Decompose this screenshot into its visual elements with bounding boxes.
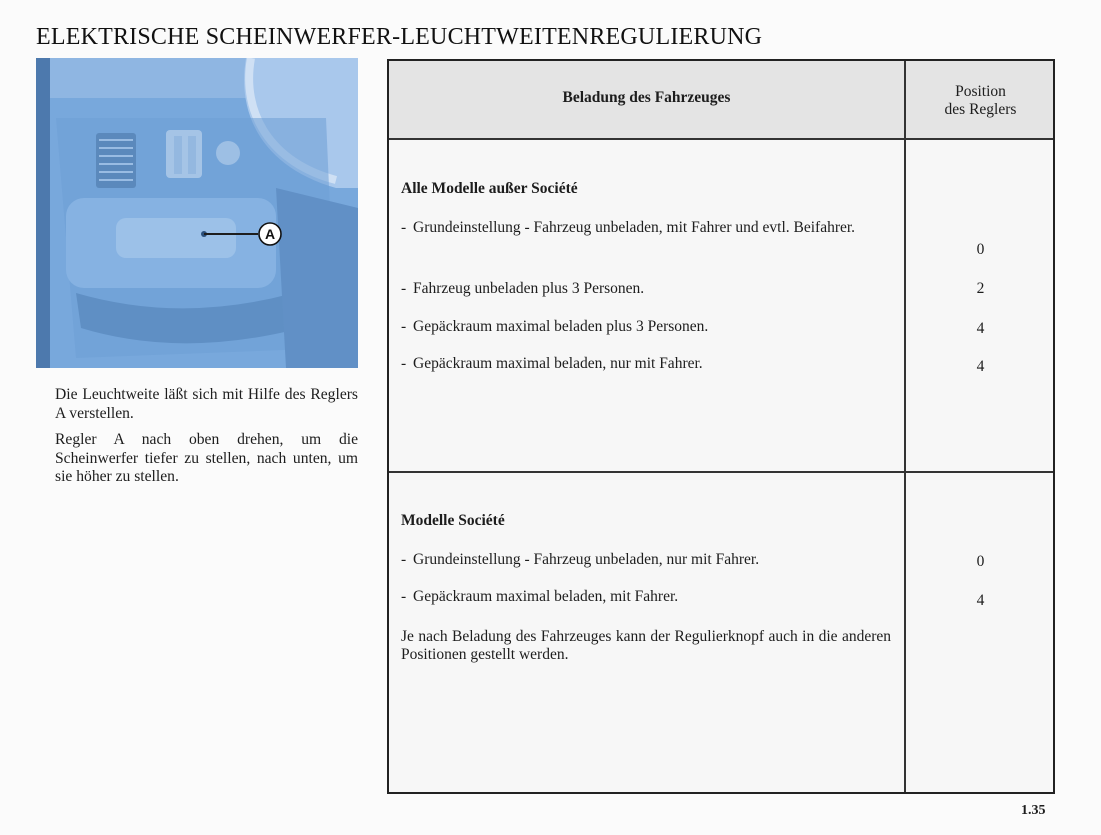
left-description — [55, 386, 358, 495]
row-text: Gepäckraum maximal beladen plus 3 Personen. — [413, 318, 709, 335]
marker-a-label: A — [264, 226, 276, 242]
row-text: Grundeinstellung - Fahrzeug unbeladen, mit Fahrer und evtl. Beifahrer. — [413, 219, 856, 236]
table-row — [401, 219, 901, 236]
row-position: 0 — [976, 241, 985, 258]
table-row — [401, 551, 901, 568]
row-dash: - — [401, 355, 407, 372]
header-position-line2: des Reglers — [944, 101, 1017, 118]
row-dash: - — [401, 219, 407, 236]
header-position-line1: Position — [955, 83, 1006, 100]
description-paragraph-2: Regler A nach oben drehen, um die Scheinwerfer tiefer zu stellen, nach unten, um sie höher zu stellen. — [55, 431, 358, 485]
header-load: Beladung des Fahrzeuges — [562, 89, 731, 106]
table-row — [401, 318, 901, 335]
row-position: 2 — [976, 280, 985, 297]
row-text: Grundeinstellung - Fahrzeug unbeladen, nur mit Fahrer. — [413, 551, 760, 568]
table-row — [401, 355, 901, 372]
section1-title: Alle Modelle außer Société — [401, 180, 578, 197]
row-dash: - — [401, 280, 407, 297]
row-position: 4 — [976, 592, 985, 609]
section-divider — [389, 471, 1053, 473]
row-text: Gepäckraum maximal beladen, mit Fahrer. — [413, 588, 679, 605]
description-paragraph-1: Die Leuchtweite läßt sich mit Hilfe des Reglers A verstellen. — [55, 386, 358, 422]
header-divider — [389, 138, 1053, 140]
row-position: 4 — [976, 320, 985, 337]
row-dash: - — [401, 588, 407, 605]
page-title: ELEKTRISCHE SCHEINWERFER-LEUCHTWEITENREGULIERUNG — [36, 24, 763, 50]
section2-title: Modelle Société — [401, 512, 505, 529]
row-position: 0 — [976, 553, 985, 570]
table-row — [401, 588, 901, 605]
table-row — [401, 280, 901, 297]
dashboard-photo — [36, 58, 358, 368]
dashboard-illustration — [36, 58, 358, 368]
header-position — [906, 83, 1055, 119]
row-dash: - — [401, 551, 407, 568]
row-position: 4 — [976, 358, 985, 375]
load-settings-table — [387, 59, 1055, 794]
column-divider — [904, 61, 906, 792]
row-dash: - — [401, 318, 407, 335]
table-note: Je nach Beladung des Fahrzeuges kann der Regulierknopf auch in die anderen Positionen gestellt werden. — [401, 628, 891, 663]
row-text: Fahrzeug unbeladen plus 3 Personen. — [413, 280, 645, 297]
page-number: 1.35 — [1021, 803, 1046, 818]
row-text: Gepäckraum maximal beladen, nur mit Fahrer. — [413, 355, 703, 372]
